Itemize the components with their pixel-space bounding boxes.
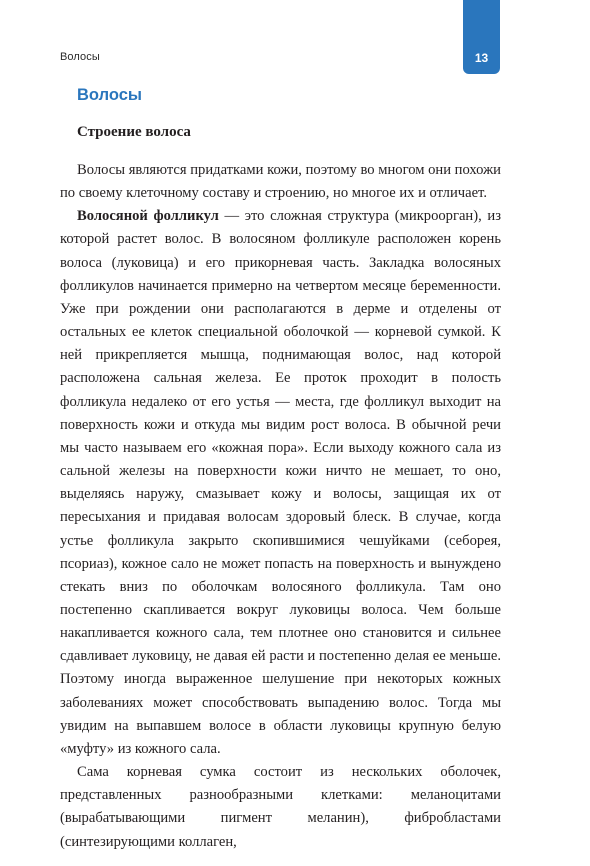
body-text bbox=[60, 159, 501, 854]
chapter-title: Волосы bbox=[77, 86, 142, 104]
term-bold: Волосяной фолликул bbox=[77, 208, 219, 225]
paragraph bbox=[60, 205, 501, 761]
paragraph-text: — это сложная структура (микроорган), из которой растет волос. В волосяном фолликуле расположен корень волоса (луковица) и его прикорневая часть. Закладка волосяных фолликулов начинается примерно на четвертом месяце беременности. Уже при рождении они располагаются в дерме и отделены от остальных ее клеток специальной оболочкой — корневой сумкой. К ней прикрепляется мышца, поднимающая волос, над которой расположена сальная железа. Ее проток проходит в полость фолликула недалеко от его устья — места, где фолликул выходит на поверхность кожи и откуда мы видим рост волоса. В обычной речи мы часто называем его «кожная пора». Если выходу кожного сала из сальной железы на поверхности кожи ничто не мешает, то оно, выделяясь наружу, смазывает кожу и волосы, защищая их от пересыхания и придавая волосам здоровый блеск. В случае, когда устье фолликула закрыто скопившимися чешуйками (себорея, псориаз), кожное сало не может попасть на поверхность и вынуждено стекать вниз по оболочкам волосяного фолликула. Там оно постепенно скапливается вокруг луковицы волоса. Чем больше накапливается кожного сала, тем плотнее оно становится и сильнее сдавливает луковицу, не давая ей расти и постепенно делая ее меньше. Поэтому иногда выраженное шелушение при некоторых кожных заболеваниях может способствовать выпадению волос. Тогда мы увидим на выпавшем волосе в области луковицы крупную белую «муфту» из кожного сала. bbox=[60, 208, 501, 757]
page-number: 13 bbox=[474, 51, 489, 65]
page-number-tab bbox=[463, 0, 500, 74]
section-title: Строение волоса bbox=[77, 124, 191, 140]
paragraph: Волосы являются придатками кожи, поэтому во многом они похожи по своему клеточному составу и строению, но многое их и отличает. bbox=[60, 162, 501, 202]
running-header: Волосы bbox=[60, 51, 100, 63]
paragraph: Сама корневая сумка состоит из нескольких оболочек, представленных разнообразными клетками: меланоцитами (вырабатывающими пигмент меланин), фибробластами (синтезирующими коллаген, bbox=[60, 764, 501, 850]
